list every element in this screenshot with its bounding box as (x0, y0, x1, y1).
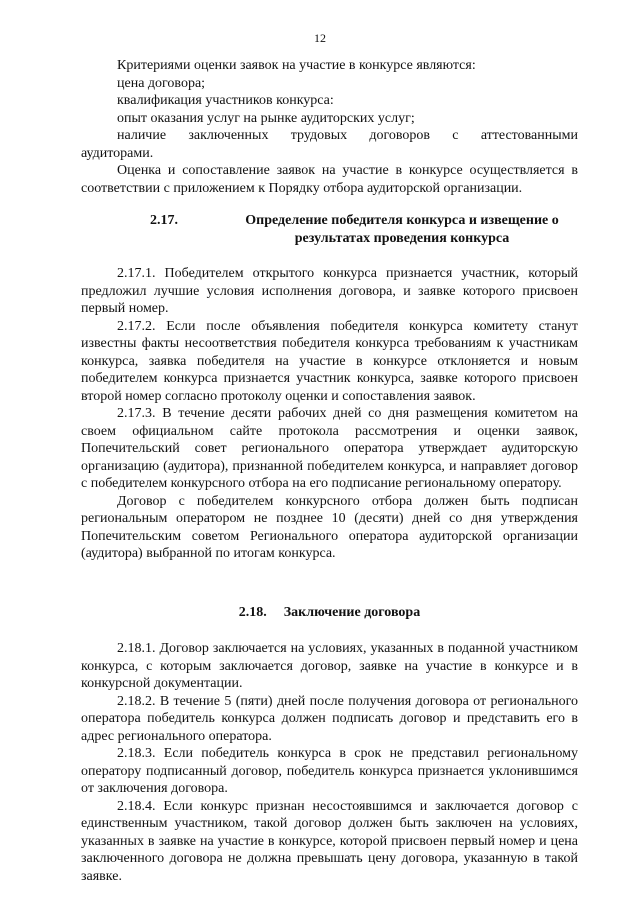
paragraph-2-18-3: 2.18.3. Если победитель конкурса в срок не представил региональному оператору подписанный договор, победитель конкурса признается уклонившимся от заключения договора. (81, 746, 578, 796)
criteria-item: квалификация участников конкурса: (117, 93, 334, 108)
paragraph-2-17-contract: Договор с победителем конкурсного отбора должен быть подписан региональным оператором не позднее 10 (десяти) дней со дня утверждения Попечительским советом Регионального оператора аудиторской организации (аудитора) выбранной по итогам конкурса. (81, 493, 578, 561)
criteria-intro: Критериями оценки заявок на участие в конкурсе являются: (117, 58, 476, 73)
section-body-2-18 (81, 640, 578, 885)
paragraph-2-17-3: 2.17.3. В течение десяти рабочих дней со дня размещения комитетом на своем официальном сайте протокола рассмотрения и оценки заявок, Попечительский совет регионального оператора утверждает аудиторскую организацию (аудитора), признанной победителем конкурса, и направляет договор с победителем конкурсного отбора на его подписание региональному оператору. (81, 406, 578, 491)
criteria-item: опыт оказания услуг на рынке аудиторских услуг; (117, 110, 415, 126)
criteria-item-continuation: аудиторами. (81, 145, 154, 161)
paragraph-2-18-1: 2.18.1. Договор заключается на условиях, указанных в поданной участником конкурса, с которым заключается договор, заявке на участие в конкурсе и в конкурсной документации. (81, 641, 578, 691)
section-title: результатах проведения конкурса (294, 230, 510, 246)
paragraph-2-17-1: 2.17.1. Победителем открытого конкурса признается участник, который предложил лучшие условия исполнения договора, и заявке которого присвоен первый номер. (81, 266, 578, 316)
section-title: Определение победителя конкурса и извещение о (245, 213, 559, 228)
page-number: 12 (314, 31, 326, 45)
section-heading-2-17 (81, 212, 578, 247)
section-number: 2.17. (150, 213, 178, 228)
criteria-item: наличие заключенных трудовых договоров с аттестованными (117, 128, 578, 143)
section-number: 2.18. (238, 605, 267, 620)
paragraph-2-18-2: 2.18.2. В течение 5 (пяти) дней после получения договора от регионального оператора победитель конкурса должен подписать договор и представить его в адрес регионального оператора. (81, 693, 578, 744)
section-body-2-17 (81, 265, 578, 563)
criteria-block (81, 57, 578, 197)
section-title: Заключение договора (283, 605, 421, 620)
paragraph-2-18-4: 2.18.4. Если конкурс признан несостоявшимся и заключается договор с единственным участником, такой договор должен быть заключен на условиях, указанных в заявке на участие в конкурсе, которой присвоен первый номер и цена заключенного договора не должна превышать цену договора, указанную в такой заявке. (81, 798, 578, 884)
criteria-item: цена договора; (117, 75, 206, 91)
paragraph-2-17-2: 2.17.2. Если после объявления победителя конкурса комитету станут известны факты несоответствия победителя конкурса требованиям к участникам конкурса, заявка победителя на участие в конкурсе отклоняется и новым победителем конкурса признается участник конкурса, заявке которого присвоен второй номер согласно протоколу оценки и сопоставления заявок. (81, 318, 578, 404)
evaluation-paragraph: Оценка и сопоставление заявок на участие в конкурсе осуществляется в соответствии с приложением к Порядку отбора аудиторской организации. (81, 163, 578, 196)
section-heading-2-18 (81, 604, 578, 622)
